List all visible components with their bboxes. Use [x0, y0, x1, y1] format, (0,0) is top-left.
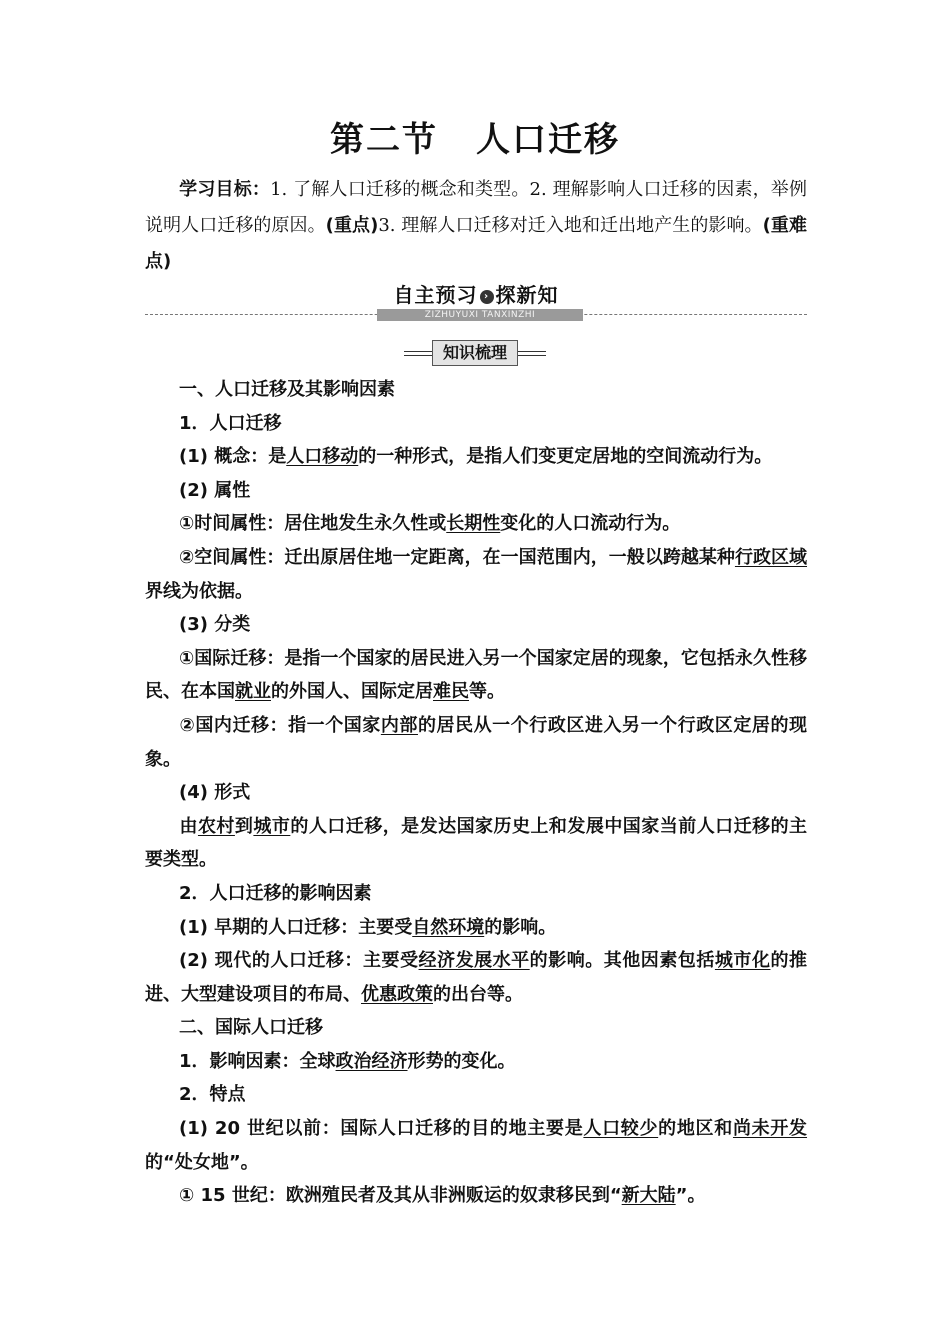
answer-blank: 新大陆	[621, 1185, 676, 1207]
answer-blank: 人口较少	[583, 1118, 659, 1140]
attribute-heading: (2) 属性	[179, 479, 251, 501]
goal-key-difficult-marker: (重难点)	[145, 215, 807, 272]
answer-blank: 农村	[197, 815, 235, 837]
answer-blank: 城市	[253, 815, 291, 837]
answer-blank: 行政区域	[734, 546, 808, 568]
answer-blank: 就业	[235, 681, 271, 703]
form-heading: (4) 形式	[179, 782, 251, 804]
banner-title-box	[377, 281, 575, 321]
heading-1: 一、人口迁移及其影响因素	[179, 379, 395, 400]
answer-blank: 难民	[433, 681, 469, 703]
space-attribute: ②空间属性：迁出原居住地一定距离，在一国范围内，一般以跨越某种行政区域界线为依据。	[145, 546, 808, 602]
features-heading: 2．特点	[179, 1084, 246, 1106]
goal-3: 3. 理解人口迁移对迁入地和迁出地产生的影响。	[378, 215, 763, 236]
content-body	[145, 373, 807, 1213]
classification-heading: (3) 分类	[179, 614, 251, 636]
goals-label: 学习目标：	[179, 179, 271, 200]
international-migration: ①国际迁移：是指一个国家的居民进入另一个国家定居的现象，它包括永久性移民、在本国就业的外国人、国际定居难民等。	[145, 647, 807, 703]
goal-2: 2. 理解影响人口迁移的因素，举例说明人口迁移的原因。	[145, 179, 807, 236]
title-topic: 人口迁移	[476, 120, 620, 160]
early-migration: (1) 早期的人口迁移：主要受自然环境的影响。	[179, 916, 557, 938]
answer-blank: 自然环境	[412, 916, 485, 938]
answer-blank: 长期性	[446, 513, 501, 535]
subheading-factors: 2．人口迁移的影响因素	[179, 882, 372, 904]
tag-left-rule	[404, 351, 432, 356]
concept-paragraph: (1) 概念：是人口移动的一种形式，是指人们变更定居地的空间流动行为。	[179, 446, 773, 468]
answer-blank: 经济发展水平	[418, 950, 530, 972]
tag-label: 知识梳理	[432, 340, 518, 366]
answer-blank: 尚未开发	[732, 1118, 808, 1140]
section-banner	[145, 281, 807, 321]
banner-right-text: 探新知	[495, 283, 559, 307]
subheading-migration: 1．人口迁移	[179, 412, 282, 434]
banner-left-text: 自主预习	[393, 283, 478, 307]
page-title	[0, 112, 950, 161]
learning-goals	[145, 172, 807, 280]
form-paragraph: 由农村到城市的人口迁移，是发达国家历史上和发展中国家当前人口迁移的主要类型。	[145, 815, 808, 871]
answer-blank: 城市化	[714, 950, 771, 972]
tag-right-rule	[518, 351, 546, 356]
answer-blank: 内部	[380, 714, 418, 736]
banner-pinyin: ZIZHUYUXI TANXINZHI	[377, 309, 583, 321]
influence-factor: 1．影响因素：全球政治经济形势的变化。	[179, 1050, 516, 1072]
answer-blank: 人口移动	[286, 446, 359, 468]
goal-1: 1. 了解人口迁移的概念和类型。	[270, 179, 530, 200]
answer-blank: 优惠政策	[361, 983, 433, 1005]
before-20th-century: (1) 20 世纪以前：国际人口迁移的目的地主要是人口较少的地区和尚未开发的“处女地”。	[145, 1118, 808, 1173]
fifteenth-century: ① 15 世纪：欧洲殖民者及其从非洲贩运的奴隶移民到“新大陆”。	[179, 1185, 706, 1207]
chevron-right-icon: ›	[480, 290, 494, 304]
knowledge-section-tag	[0, 340, 950, 366]
title-section-number: 第二节	[330, 120, 438, 160]
goal-key-marker: (重点)	[325, 215, 379, 236]
modern-migration: (2) 现代的人口迁移：主要受经济发展水平的影响。其他因素包括城市化的推进、大型建设项目的布局、优惠政策的出台等。	[145, 950, 808, 1005]
answer-blank: 政治经济	[335, 1050, 408, 1072]
domestic-migration: ②国内迁移：指一个国家内部的居民从一个行政区进入另一个行政区定居的现象。	[145, 714, 807, 770]
time-attribute: ①时间属性：居住地发生永久性或长期性变化的人口流动行为。	[179, 513, 681, 535]
heading-2: 二、国际人口迁移	[179, 1017, 323, 1039]
